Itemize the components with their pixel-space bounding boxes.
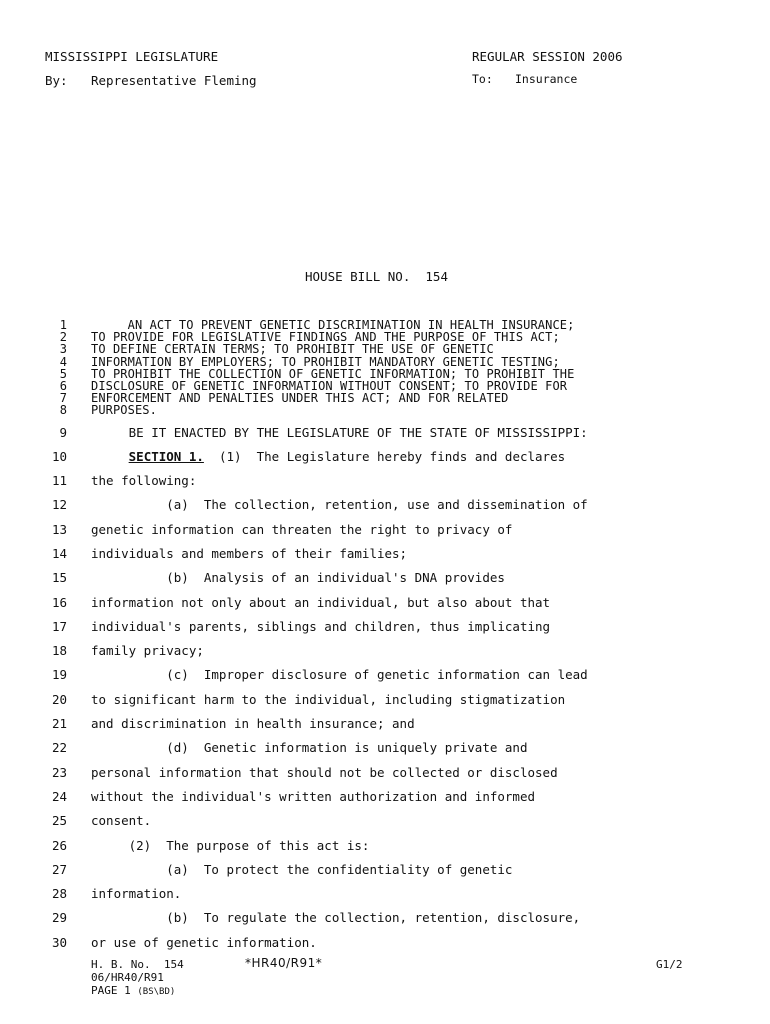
body-line: to significant harm to the individual, including stigmatization [91, 691, 566, 707]
line-number: 18 [51, 643, 67, 659]
body-line: the following: [91, 473, 197, 488]
title-line: PURPOSES. [91, 403, 157, 418]
page-label: PAGE 1 [91, 984, 131, 997]
body-line: (b) To regulate the collection, retention, disclosure, [91, 910, 581, 926]
line-number: 2 [59, 330, 67, 345]
footer-document-id: 06/HR40/R91 [91, 971, 164, 984]
line-number: 26 [51, 837, 67, 853]
body-line: individual's parents, siblings and children, thus implicating [91, 618, 551, 634]
by-label: By: [45, 73, 68, 88]
body-line: (a) The collection, retention, use and dissemination of [91, 497, 588, 513]
footer-page-code: G1/2 [656, 958, 683, 971]
section-1-line [91, 449, 565, 464]
barcode: *HR40/R91* [245, 956, 323, 970]
line-number: 19 [51, 667, 67, 683]
body-line: (2) The purpose of this act is: [91, 837, 370, 853]
body-line: information. [91, 886, 182, 902]
section-heading: SECTION 1. [128, 449, 204, 464]
page-suffix: (BS\BD) [137, 987, 176, 997]
section-text: (1) The Legislature hereby finds and declares [203, 449, 566, 464]
line-number: 1 [59, 318, 67, 332]
line-number: 28 [51, 886, 67, 902]
body-line: (d) Genetic information is uniquely private and [91, 740, 528, 756]
line-number: 14 [51, 545, 67, 561]
line-number: 10 [51, 449, 67, 464]
line-number: 30 [51, 934, 67, 950]
committee-name: Insurance [515, 72, 578, 86]
footer-page [91, 984, 175, 997]
footer-bill-number: H. B. No. 154 [91, 958, 184, 971]
line-number: 23 [51, 764, 67, 780]
title-line: AN ACT TO PREVENT GENETIC DISCRIMINATION IN HEALTH INSURANCE; [91, 318, 575, 332]
body-line: personal information that should not be collected or disclosed [91, 764, 558, 780]
line-number: 11 [51, 473, 67, 488]
line-number: 15 [51, 570, 67, 586]
title-line: ENFORCEMENT AND PENALTIES UNDER THIS ACT; AND FOR RELATED [91, 391, 509, 406]
line-number: 29 [51, 910, 67, 926]
line-number: 7 [59, 391, 67, 406]
legislature-name: MISSISSIPPI LEGISLATURE [45, 49, 219, 64]
body-line: family privacy; [91, 643, 204, 659]
line-number: 3 [59, 342, 67, 357]
title-line: TO DEFINE CERTAIN TERMS; TO PROHIBIT THE USE OF GENETIC [91, 342, 494, 357]
title-line: TO PROVIDE FOR LEGISLATIVE FINDINGS AND THE PURPOSE OF THIS ACT; [91, 330, 560, 345]
body-line: information not only about an individual, but also about that [91, 594, 551, 610]
body-line: individuals and members of their families; [91, 545, 408, 561]
line-number: 6 [59, 379, 67, 393]
enacting-clause: BE IT ENACTED BY THE LEGISLATURE OF THE STATE OF MISSISSIPPI: [91, 425, 588, 440]
body-line: (c) Improper disclosure of genetic information can lead [91, 667, 588, 683]
line-number: 9 [59, 425, 67, 440]
line-number: 25 [51, 813, 67, 829]
body-line: genetic information can threaten the right to privacy of [91, 521, 513, 537]
line-number: 20 [51, 691, 67, 707]
body-line: (b) Analysis of an individual's DNA provides [91, 570, 505, 586]
line-number: 24 [51, 788, 67, 804]
title-line: TO PROHIBIT THE COLLECTION OF GENETIC INFORMATION; TO PROHIBIT THE [91, 366, 575, 381]
body-line: and discrimination in health insurance; and [91, 716, 415, 731]
to-label: To: [472, 72, 493, 86]
line-number: 13 [51, 521, 67, 537]
line-number: 12 [51, 497, 67, 513]
line-number: 27 [51, 861, 67, 877]
title-line: INFORMATION BY EMPLOYERS; TO PROHIBIT MANDATORY GENETIC TESTING; [91, 354, 560, 369]
session-label: REGULAR SESSION 2006 [472, 49, 623, 64]
line-number: 8 [59, 403, 67, 418]
line-number: 4 [59, 354, 67, 369]
sponsor-name: Representative Fleming [91, 73, 257, 88]
bill-title: HOUSE BILL NO. 154 [305, 269, 448, 284]
line-number: 21 [51, 716, 67, 731]
indent [91, 449, 129, 464]
body-line: without the individual's written authorization and informed [91, 788, 536, 804]
body-line: consent. [91, 813, 152, 829]
title-line: DISCLOSURE OF GENETIC INFORMATION WITHOUT CONSENT; TO PROVIDE FOR [91, 379, 568, 393]
body-line: (a) To protect the confidentiality of genetic [91, 861, 513, 877]
line-number: 22 [51, 740, 67, 756]
line-number: 17 [51, 618, 67, 634]
line-number: 5 [59, 366, 67, 381]
line-number: 16 [51, 594, 67, 610]
body-line: or use of genetic information. [91, 934, 317, 950]
